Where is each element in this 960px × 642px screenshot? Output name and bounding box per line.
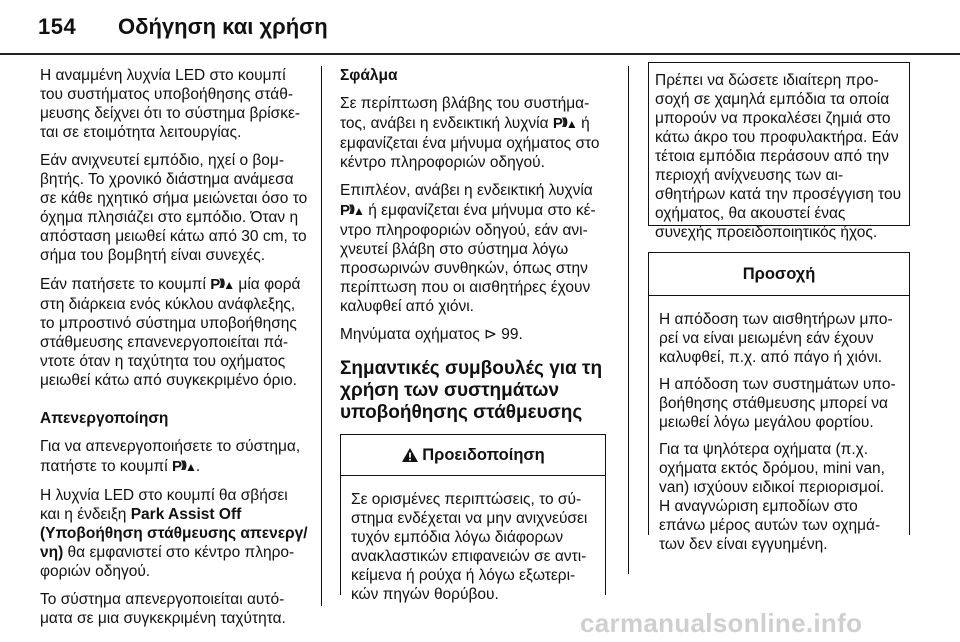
warning-box-continued bbox=[648, 62, 910, 241]
paragraph: Η αναμμένη λυχνία LED στο κουμπί του συστήματος υποβοήθησης στάθμευσης δείχνει ότι το σύστημα βρίσκεται σε ετοιμότητα λειτουργίας. bbox=[40, 67, 301, 141]
caution-paragraph: Για τα ψηλότερα οχήματα (π.χ. οχήματα εκτός δρόμου, mini van, van) ισχύουν ειδικοί περιορισμοί. Η αναγνώριση εμποδίων στο επάνω μέρος αυτών των οχημάτων δεν είναι εγγυημένη. bbox=[659, 441, 885, 553]
column-divider bbox=[321, 66, 322, 606]
caution-body bbox=[649, 296, 909, 566]
park-assist-icon: P)))▲ bbox=[210, 276, 235, 293]
paragraph: Για να απενεργοποιήσετε το σύστημα, πατήστε το κουμπί P)))▲. bbox=[40, 438, 301, 475]
column-3 bbox=[648, 66, 910, 553]
warning-title: Προειδοποίηση bbox=[422, 445, 545, 464]
warning-text: Σε ορισμένες περιπτώσεις, το σύστημα ενδέχεται να μην ανιχνεύσει τυχόν εμπόδια λόγω διάφορων ανακλαστικών επιφανειών σε αντικείμενα ή ρούχα ή λόγω εξωτερικών πηγών θορύβου. bbox=[351, 491, 588, 603]
page-title: Οδήγηση και χρήση bbox=[118, 14, 328, 39]
warning-box bbox=[340, 434, 606, 603]
header-rule bbox=[0, 53, 960, 55]
paragraph: Επιπλέον, ανάβει η ενδεικτική λυχνία P)))▲ ή εμφανίζεται ένα μήνυμα στο κέντρο πληροφοριών οδηγού, εάν ανιχνευτεί βλάβη στο σύστημα λόγω προσωρινών συνθηκών, όπως στην περίπτωση που οι αισθητήρες έχουν καλυφθεί από χιόνι. bbox=[340, 182, 596, 315]
paragraph: Η λυχνία LED στο κουμπί θα σβήσει και η ένδειξη Park Assist Off (Υποβοήθηση στάθμευσης απενεργ/ νη) θα εμφανιστεί στο κέντρο πληροφοριών οδηγού. bbox=[40, 487, 308, 580]
park-assist-icon: P)))▲ bbox=[171, 458, 196, 475]
cross-reference-arrow-icon: ⊳ bbox=[483, 326, 497, 343]
column-1 bbox=[40, 66, 308, 637]
caution-title: Προσοχή bbox=[742, 264, 816, 283]
caution-header bbox=[649, 253, 909, 296]
deactivation-heading: Απενεργοποίηση bbox=[40, 410, 169, 427]
page-header bbox=[0, 0, 960, 55]
column-2 bbox=[340, 66, 606, 603]
warning-continued-text: Πρέπει να δώσετε ιδιαίτερη προσοχή σε χαμηλά εμπόδια τα οποία μπορούν να προκαλέσει ζημιά στο κάτω άκρο του προφυλακτήρα. Εάν τέτοια εμπόδια περάσουν από την περιοχή ανίχνευσης των αισθητήρων κατά την προσέγγιση του οχήματος, θα ακουστεί ένας συνεχής προειδοποιητικός ήχος. bbox=[655, 72, 902, 241]
paragraph: Εάν ανιχνευτεί εμπόδιο, ηχεί ο βομβητής. Το χρονικό διάστημα ανάμεσα σε κάθε ηχητικό σήμα μειώνεται όσο το όχημα πλησιάζει στο εμπόδιο. Όταν η απόσταση μειωθεί κάτω από 30 cm, το σήμα του βομβητή είναι συνεχές. bbox=[40, 152, 308, 264]
watermark: carmanualsonline.info bbox=[580, 608, 863, 638]
column-divider bbox=[628, 66, 629, 574]
paragraph: Σε περίπτωση βλάβης του συστήματος, ανάβει η ενδεικτική λυχνία P)))▲ ή εμφανίζεται ένα μήνυμα οχήματος στο κέντρο πληροφοριών οδηγού. bbox=[340, 95, 600, 171]
section-heading: Σημαντικές συμβουλές για τη χρήση των συστημάτων υποβοήθησης στάθμευσης bbox=[340, 358, 603, 423]
display-message: Park Assist Off (Υποβοήθηση στάθμευσης απενεργ/ νη) bbox=[40, 506, 308, 561]
page-number: 154 bbox=[38, 14, 77, 39]
park-assist-icon: P)))▲ bbox=[552, 115, 577, 132]
paragraph: Εάν πατήσετε το κουμπί P)))▲ μία φορά στη διάρκεια ενός κύκλου ανάφλεξης, το μπροστινό σύστημα υποβοήθησης στάθμευσης επανενεργοποιείται πάντοτε όταν η ταχύτητα του οχήματος μειωθεί κάτω από συγκεκριμένο όριο. bbox=[40, 276, 301, 389]
paragraph: Το σύστημα απενεργοποιείται αυτόματα σε μια συγκεκριμένη ταχύτητα. bbox=[40, 591, 286, 627]
error-heading: Σφάλμα bbox=[340, 67, 398, 84]
warning-header bbox=[341, 435, 605, 476]
caution-paragraph: Η απόδοση των συστημάτων υποβοήθησης στάθμευσης μπορεί να μειωθεί λόγω μεγάλου φορτίου. bbox=[659, 376, 896, 431]
warning-triangle-icon bbox=[401, 447, 419, 463]
caution-paragraph: Η απόδοση των αισθητήρων μπορεί να είναι μειωμένη εάν έχουν καλυφθεί, π.χ. από πάγο ή χιόνι. bbox=[659, 311, 893, 366]
park-assist-icon: P)))▲ bbox=[340, 202, 364, 219]
paragraph: Μηνύματα οχήματος ⊳ 99. bbox=[340, 326, 523, 343]
caution-box bbox=[648, 252, 910, 553]
